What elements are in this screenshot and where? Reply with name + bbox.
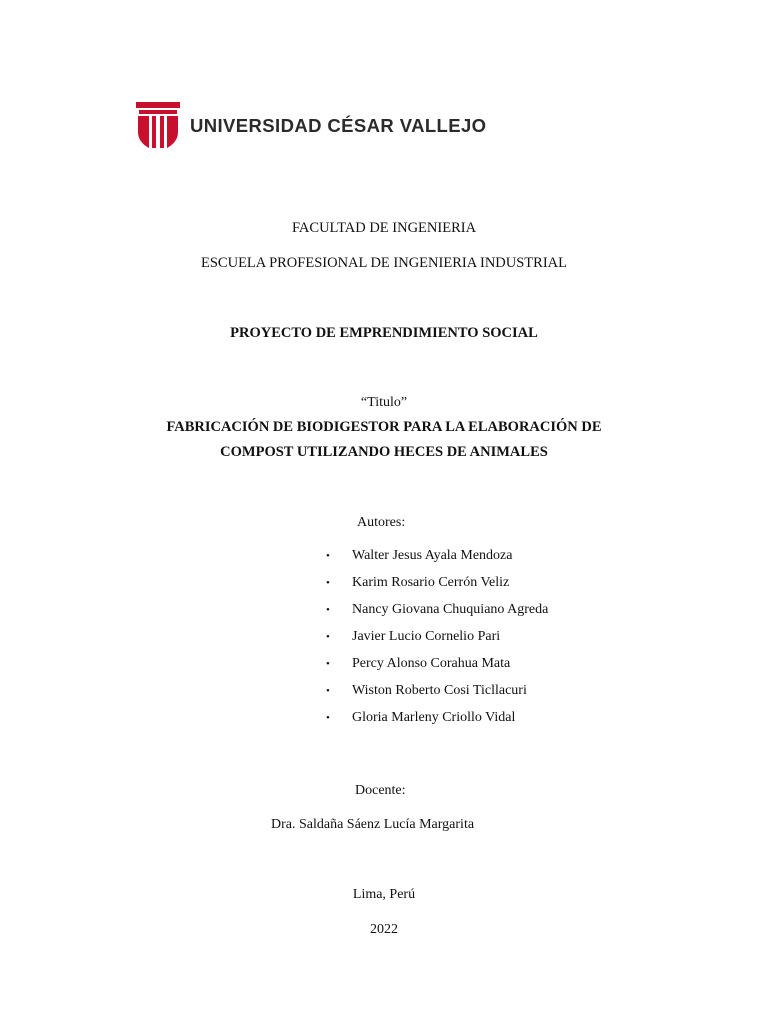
place: Lima, Perú [352, 887, 416, 902]
university-logo [136, 102, 486, 150]
teacher-label: Docente: [355, 783, 406, 798]
authors-label: Autores: [357, 515, 406, 530]
bullet-icon: • [326, 631, 330, 643]
authors-list [326, 547, 548, 736]
project-type-heading: PROYECTO DE EMPRENDIMIENTO SOCIAL [230, 325, 538, 341]
teacher-name: Dra. Saldaña Sáenz Lucía Margarita [271, 817, 475, 832]
university-name: UNIVERSIDAD CÉSAR VALLEJO [190, 115, 487, 136]
list-item [326, 574, 548, 601]
list-item [326, 709, 548, 736]
bullet-icon: • [326, 577, 330, 589]
author-name: Karim Rosario Cerrón Veliz [352, 575, 510, 590]
bullet-icon: • [326, 604, 330, 616]
title-label: “Titulo” [360, 395, 408, 410]
faculty-heading: FACULTAD DE INGENIERIA [291, 220, 477, 236]
year: 2022 [370, 922, 398, 937]
bullet-icon: • [326, 685, 330, 697]
author-name: Javier Lucio Cornelio Pari [352, 629, 501, 644]
bullet-icon: • [326, 658, 330, 670]
author-name: Wiston Roberto Cosi Ticllacuri [352, 683, 527, 698]
bullet-icon: • [326, 550, 330, 562]
school-heading: ESCUELA PROFESIONAL DE INGENIERIA INDUSTRIAL [201, 255, 567, 271]
university-shield-icon [136, 102, 180, 150]
author-name: Percy Alonso Corahua Mata [352, 656, 511, 671]
list-item [326, 655, 548, 682]
title-line-1: FABRICACIÓN DE BIODIGESTOR PARA LA ELABORACIÓN DE [166, 419, 602, 435]
list-item [326, 628, 548, 655]
list-item [326, 682, 548, 709]
list-item [326, 601, 548, 628]
bullet-icon: • [326, 712, 330, 724]
author-name: Walter Jesus Ayala Mendoza [352, 548, 513, 563]
list-item [326, 547, 548, 574]
title-line-2: COMPOST UTILIZANDO HECES DE ANIMALES [220, 444, 548, 460]
author-name: Nancy Giovana Chuquiano Agreda [352, 602, 549, 617]
author-name: Gloria Marleny Criollo Vidal [352, 710, 516, 725]
